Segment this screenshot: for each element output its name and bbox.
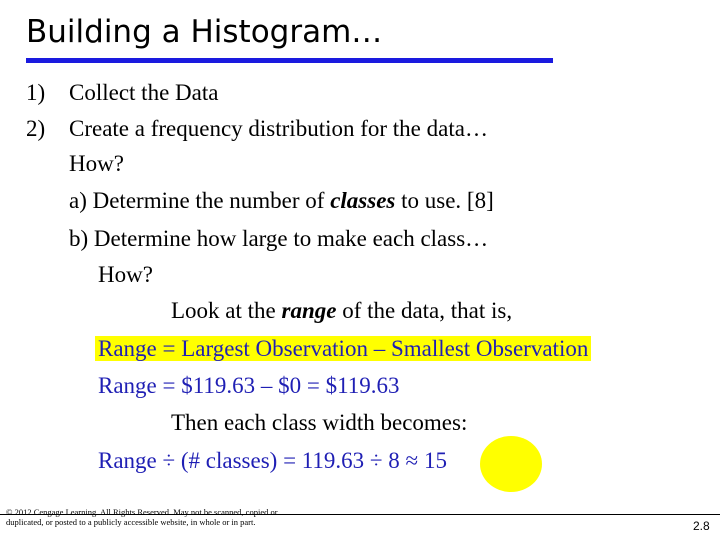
substep-a-prefix: a) Determine the number of — [69, 188, 331, 213]
step-1-number: 1) — [26, 80, 46, 105]
title-underline — [26, 58, 553, 63]
step-1-text: Collect the Data — [69, 80, 219, 105]
class-width-formula-text: Range ÷ (# classes) = 119.63 ÷ 8 ≈ — [98, 448, 424, 473]
how-question-2: How? — [98, 262, 153, 287]
substep-b: b) Determine how large to make each class… — [69, 226, 489, 251]
substep-a-suffix: to use. [8] — [395, 188, 494, 213]
substep-a — [69, 188, 494, 214]
class-width-formula — [98, 448, 447, 474]
range-intro — [171, 298, 512, 324]
class-width-intro: Then each class width becomes: — [171, 410, 468, 435]
how-question-1: How? — [69, 151, 124, 176]
copyright-notice: © 2012 Cengage Learning. All Rights Reserved. May not be scanned, copied or duplicated, or posted to a publicly accessible website, in whole or in part. — [6, 507, 278, 527]
range-definition — [98, 336, 591, 362]
step-2-number: 2) — [26, 116, 46, 141]
step-2-text: Create a frequency distribution for the data… — [69, 116, 488, 141]
classes-term: classes — [330, 188, 396, 213]
page-number: 2.8 — [693, 519, 710, 533]
slide-title: Building a Histogram… — [26, 14, 383, 50]
range-definition-highlight: Range = Largest Observation – Smallest Observation — [95, 336, 591, 361]
result-highlight-circle — [480, 436, 542, 492]
range-intro-suffix: of the data, that is, — [336, 298, 513, 323]
class-width-result: 15 — [423, 448, 447, 473]
range-calculation: Range = $119.63 – $0 = $119.63 — [98, 373, 400, 398]
range-term: range — [281, 298, 337, 323]
range-intro-prefix: Look at the — [171, 298, 282, 323]
